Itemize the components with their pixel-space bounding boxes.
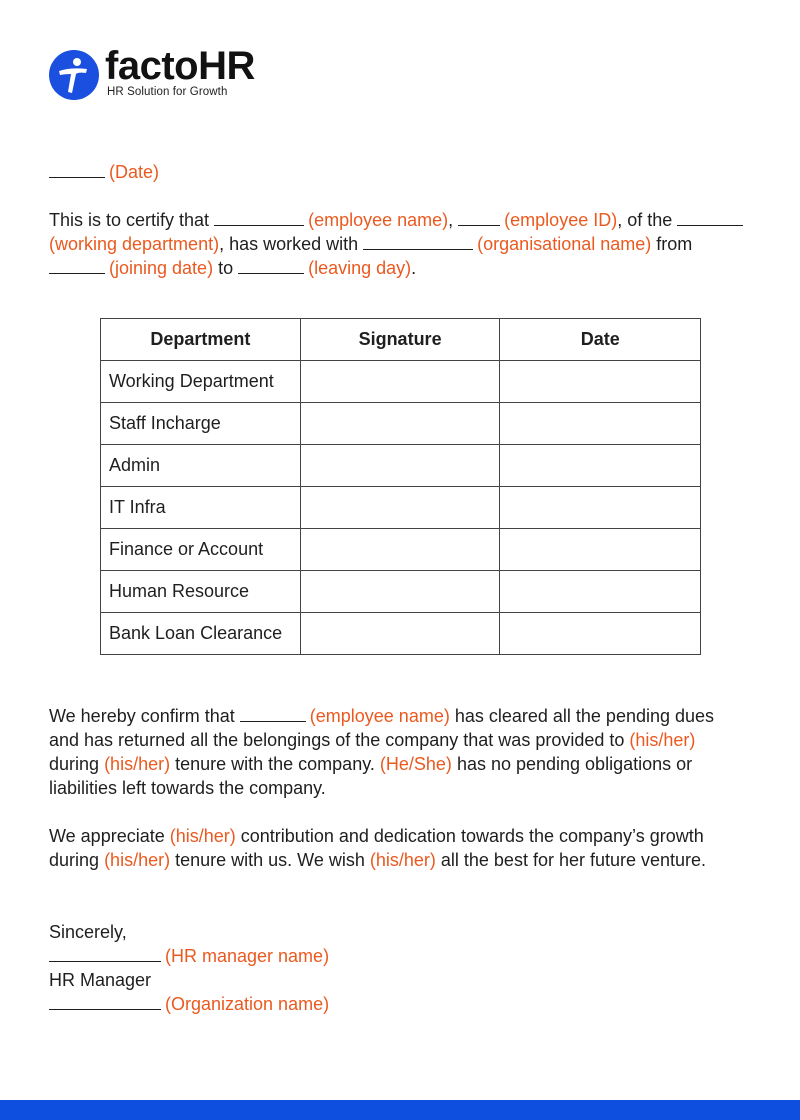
appreciate-text: We appreciate bbox=[49, 826, 165, 846]
signature-cell[interactable] bbox=[300, 529, 500, 571]
date-cell[interactable] bbox=[500, 529, 701, 571]
blank-line bbox=[240, 707, 306, 722]
department-cell: Admin bbox=[101, 445, 301, 487]
department-cell: Finance or Account bbox=[101, 529, 301, 571]
leaving-day-placeholder: (leaving day) bbox=[308, 258, 412, 278]
certify-text: from bbox=[656, 234, 693, 254]
organization-name-placeholder: (Organization name) bbox=[165, 994, 330, 1014]
logo-wordmark: factoHR bbox=[105, 44, 255, 88]
confirm-text: has no pending obligations or liabilities left towards the company. bbox=[49, 754, 693, 798]
certify-text: , has worked with bbox=[219, 234, 359, 254]
appreciate-text: tenure with us. We wish bbox=[175, 850, 365, 870]
table-header-row bbox=[101, 319, 701, 361]
confirmation-paragraph bbox=[49, 704, 749, 800]
hr-manager-title: HR Manager bbox=[49, 970, 152, 990]
blank-line bbox=[214, 211, 304, 226]
signature-cell[interactable] bbox=[300, 403, 500, 445]
header-department: Department bbox=[101, 319, 301, 361]
hr-manager-name-placeholder: (HR manager name) bbox=[165, 946, 330, 966]
date-cell[interactable] bbox=[500, 403, 701, 445]
department-cell: Working Department bbox=[101, 361, 301, 403]
table-row bbox=[101, 571, 701, 613]
department-placeholder: (working department) bbox=[49, 234, 220, 254]
blank-line bbox=[49, 995, 161, 1010]
signature-cell[interactable] bbox=[300, 571, 500, 613]
department-cell: Bank Loan Clearance bbox=[101, 613, 301, 655]
date-placeholder: (Date) bbox=[109, 162, 160, 182]
employee-id-placeholder: (employee ID) bbox=[504, 210, 618, 230]
date-cell[interactable] bbox=[500, 571, 701, 613]
pronoun-placeholder: (his/her) bbox=[369, 850, 436, 870]
blank-line bbox=[363, 235, 473, 250]
blank-line bbox=[49, 947, 161, 962]
signoff-block bbox=[49, 920, 749, 1016]
clearance-table bbox=[100, 318, 701, 655]
department-cell: Staff Incharge bbox=[101, 403, 301, 445]
pronoun-placeholder: (his/her) bbox=[629, 730, 696, 750]
employee-name-placeholder: (employee name) bbox=[308, 210, 449, 230]
confirm-text: tenure with the company. bbox=[175, 754, 375, 774]
pronoun-placeholder: (his/her) bbox=[104, 754, 171, 774]
employee-name-placeholder: (employee name) bbox=[309, 706, 450, 726]
certification-paragraph bbox=[49, 208, 749, 280]
blank-line bbox=[677, 211, 743, 226]
sincerely-text: Sincerely, bbox=[49, 922, 127, 942]
certify-text: . bbox=[411, 258, 417, 278]
table-row bbox=[101, 445, 701, 487]
signature-cell[interactable] bbox=[300, 613, 500, 655]
organisational-name-placeholder: (organisational name) bbox=[477, 234, 652, 254]
signature-cell[interactable] bbox=[300, 361, 500, 403]
certify-text: , of the bbox=[617, 210, 673, 230]
date-blank bbox=[49, 163, 105, 178]
appreciate-text: all the best for her future venture. bbox=[440, 850, 707, 870]
footer-bar bbox=[0, 1100, 800, 1120]
confirm-text: during bbox=[49, 754, 100, 774]
department-cell: Human Resource bbox=[101, 571, 301, 613]
date-line bbox=[49, 160, 749, 184]
date-cell[interactable] bbox=[500, 613, 701, 655]
appreciation-paragraph bbox=[49, 824, 749, 872]
blank-line bbox=[458, 211, 500, 226]
confirm-text: We hereby confirm that bbox=[49, 706, 235, 726]
table-row bbox=[101, 529, 701, 571]
pronoun-placeholder: (He/She) bbox=[379, 754, 452, 774]
table-row bbox=[101, 403, 701, 445]
table-row bbox=[101, 487, 701, 529]
header-date: Date bbox=[500, 319, 701, 361]
factohr-figure-icon bbox=[49, 50, 99, 100]
date-cell[interactable] bbox=[500, 445, 701, 487]
department-cell: IT Infra bbox=[101, 487, 301, 529]
appreciate-text: contribution and dedication towards the company’s growth during bbox=[49, 826, 704, 870]
signature-cell[interactable] bbox=[300, 445, 500, 487]
signature-cell[interactable] bbox=[300, 487, 500, 529]
date-cell[interactable] bbox=[500, 361, 701, 403]
certify-text: to bbox=[218, 258, 234, 278]
confirm-text: has cleared all the pending dues and has returned all the belongings of the company that was provided to bbox=[49, 706, 715, 750]
certify-text: This is to certify that bbox=[49, 210, 210, 230]
joining-date-placeholder: (joining date) bbox=[109, 258, 214, 278]
header-signature: Signature bbox=[300, 319, 500, 361]
blank-line bbox=[238, 259, 304, 274]
pronoun-placeholder: (his/her) bbox=[169, 826, 236, 846]
table-row bbox=[101, 613, 701, 655]
blank-line bbox=[49, 259, 105, 274]
date-cell[interactable] bbox=[500, 487, 701, 529]
logo-tagline: HR Solution for Growth bbox=[107, 86, 228, 98]
table-row bbox=[101, 361, 701, 403]
pronoun-placeholder: (his/her) bbox=[104, 850, 171, 870]
certify-text: , bbox=[448, 210, 454, 230]
